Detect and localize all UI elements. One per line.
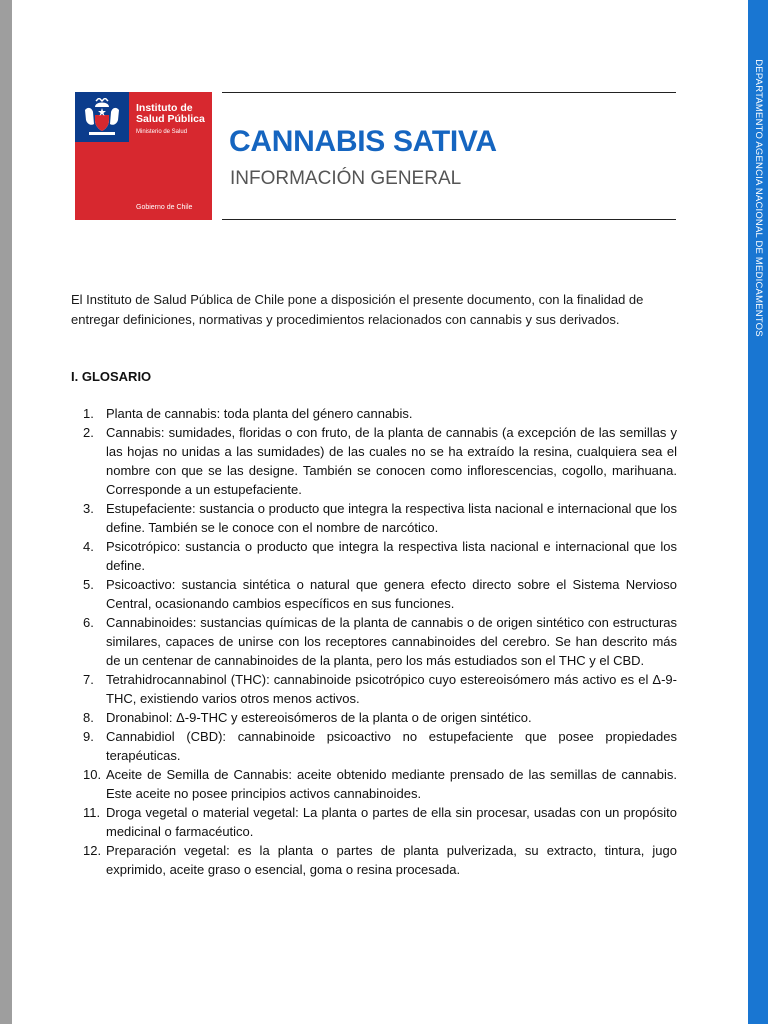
- side-band-label: DEPARTAMENTO AGENCIA NACIONAL DE MEDICAMENTOS: [753, 59, 764, 337]
- glossary-item-number: 11.: [83, 805, 101, 820]
- section-heading-glosario: I. GLOSARIO: [71, 369, 152, 384]
- glossary-item-number: 6.: [83, 615, 94, 630]
- glossary-item: [71, 404, 677, 423]
- glossary-item-text: Preparación vegetal: es la planta o partes de planta pulverizada, su extracto, tintura, jugo exprimido, aceite graso o esencial, goma o resina procesada.: [106, 843, 677, 877]
- glossary-item: [71, 841, 677, 879]
- glossary-item-number: 4.: [83, 539, 94, 554]
- glossary-item: [71, 803, 677, 841]
- glossary-item-number: 7.: [83, 672, 94, 687]
- glossary-item-text: Estupefaciente: sustancia o producto que integra la respectiva lista nacional e internacional que los define. También se le conoce con el nombre de narcótico.: [106, 501, 677, 535]
- glossary-item-text: Tetrahidrocannabinol (THC): cannabinoide psicotrópico cuyo estereoisómero más activo es el Δ-9-THC, existiendo varios otros menos activos.: [106, 672, 677, 706]
- glossary-item-text: Cannabidiol (CBD): cannabinoide psicoactivo no estupefaciente que posee propiedades terapéuticas.: [106, 729, 677, 763]
- logo-government: Gobierno de Chile: [136, 204, 193, 211]
- glossary-item: [71, 765, 677, 803]
- glossary-item: [71, 499, 677, 537]
- glossary-item-number: 5.: [83, 577, 94, 592]
- glossary-item: [71, 708, 677, 727]
- glossary-item: [71, 575, 677, 613]
- glossary-item: [71, 727, 677, 765]
- intro-paragraph: El Instituto de Salud Pública de Chile pone a disposición el presente documento, con la finalidad de entregar definiciones, normativas y procedimientos relacionados con cannabis y sus derivados.: [71, 292, 644, 327]
- glossary-item-number: 3.: [83, 501, 94, 516]
- glossary-item: [71, 670, 677, 708]
- glossary-item: [71, 613, 677, 670]
- logo-institute-name: Instituto de Salud Pública: [136, 102, 205, 125]
- glossary-item-number: 1.: [83, 406, 94, 421]
- chile-coat-of-arms-icon: [81, 98, 123, 138]
- glossary-item-number: 8.: [83, 710, 94, 725]
- glossary-item-text: Dronabinol: Δ-9-THC y estereoisómeros de la planta o de origen sintético.: [106, 710, 532, 725]
- logo-ministry: Ministerio de Salud: [136, 129, 188, 135]
- glossary-item-text: Droga vegetal o material vegetal: La planta o partes de ella sin procesar, usadas con un propósito medicinal o farmacéutico.: [106, 805, 677, 839]
- glossary-item-text: Cannabinoides: sustancias químicas de la planta de cannabis o de origen sintético con estructuras similares, capaces de unirse con los receptores cannabinoides del cerebro. Se han descrito más de un centenar de cannabinoides de la planta, pero los más estudiados son el THC y el CBD.: [106, 615, 677, 668]
- header-rule-bottom: [222, 219, 676, 220]
- glossary-list: [71, 404, 677, 879]
- glossary-item-text: Planta de cannabis: toda planta del género cannabis.: [106, 406, 413, 421]
- glossary-item-number: 10.: [83, 767, 102, 782]
- glossary-item: [71, 537, 677, 575]
- isp-logo: [75, 92, 212, 220]
- glossary-item: [71, 423, 677, 499]
- glossary-item-text: Psicoactivo: sustancia sintética o natural que genera efecto directo sobre el Sistema Nervioso Central, ocasionando cambios específicos en sus funciones.: [106, 577, 677, 611]
- page-left-edge: [0, 0, 12, 1024]
- glossary-item-number: 9.: [83, 729, 94, 744]
- header-rule-top: [222, 92, 676, 93]
- glossary-item-text: Aceite de Semilla de Cannabis: aceite obtenido mediante prensado de las semillas de cannabis. Este aceite no posee principios activos cannabinoides.: [106, 767, 677, 801]
- glossary-item-number: 12.: [83, 843, 102, 858]
- glossary-item-text: Psicotrópico: sustancia o producto que integra la respectiva lista nacional e internacional que los define.: [106, 539, 677, 573]
- glossary-item-number: 2.: [83, 425, 94, 440]
- glossary-item-text: Cannabis: sumidades, floridas o con fruto, de la planta de cannabis (a excepción de las semillas y las hojas no unidas a las sumidades) de las cuales no se ha extraído la resina, cualquiera sea el nombre con que se las designe. También se conocen como inflorescencias, cogollo, marihuana. Corresponde a un estupefaciente.: [106, 425, 677, 497]
- document-title: CANNABIS SATIVA: [229, 125, 497, 158]
- document-subtitle: INFORMACIÓN GENERAL: [230, 168, 462, 189]
